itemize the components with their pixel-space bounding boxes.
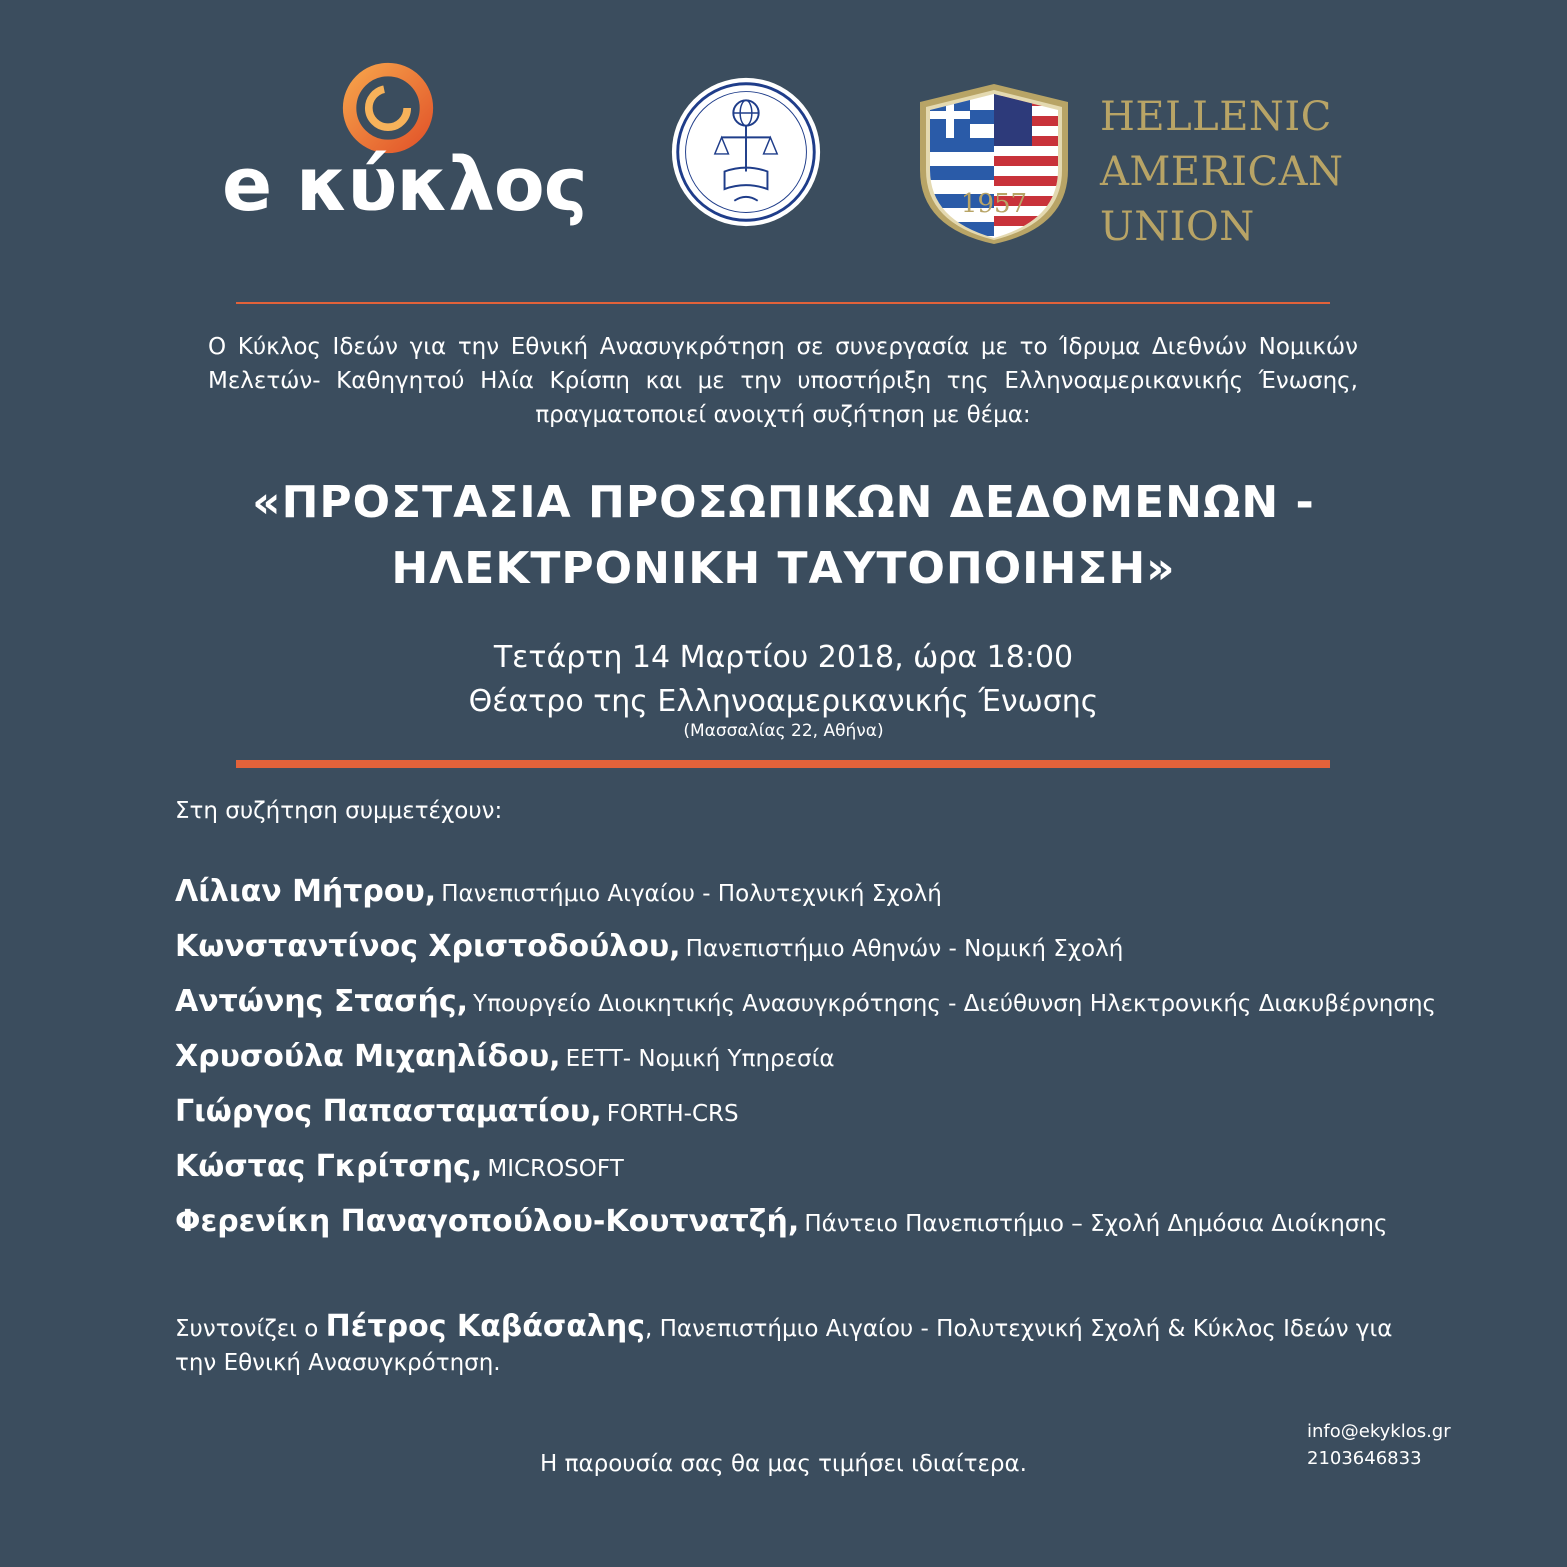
moderator-paragraph xyxy=(175,1310,1435,1380)
participant-affiliation: MICROSOFT xyxy=(487,1156,624,1182)
moderator-suffix: , Πανεπιστήμιο Αιγαίου - Πολυτεχνική Σχολή & Κύκλος Ιδεών για την Εθνική Ανασυγκρότηση. xyxy=(175,1316,1393,1376)
event-address: (Μασσαλίας 22, Αθήνα) xyxy=(683,721,884,741)
event-title xyxy=(100,470,1467,602)
intro-paragraph: Ο Κύκλος Ιδεών για την Εθνική Ανασυγκρότηση σε συνεργασία με το Ίδρυμα Διεθνών Νομικών Μελετών- Καθηγητού Ηλία Κρίσπη και με την υποστήριξη της Ελληνοαμερικανικής Ένωσης, πραγματοποιεί ανοιχτή συζήτηση με θέμα: xyxy=(208,334,1358,428)
contact-block xyxy=(1307,1418,1451,1472)
hellenic-american-union-wordmark xyxy=(1100,90,1343,255)
participant-name: Γιώργος Παπασταματίου, xyxy=(175,1094,602,1129)
event-title-line-1: «ΠΡΟΣΤΑΣΙΑ ΠΡΟΣΩΠΙΚΩΝ ΔΕΔΟΜΕΝΩΝ - xyxy=(252,477,1315,528)
participant-name: Φερενίκη Παναγοπούλου-Κουτνατζή, xyxy=(175,1204,800,1239)
greek-us-flag-shield-icon xyxy=(914,82,1074,244)
hau-line-2: AMERICAN xyxy=(1100,149,1344,195)
participant-name: Κωνσταντίνος Χριστοδούλου, xyxy=(175,929,681,964)
divider-main xyxy=(236,760,1330,768)
participant-row xyxy=(175,1200,1505,1255)
globe-scales-seal-icon xyxy=(668,74,824,230)
contact-phone: 2103646833 xyxy=(1307,1448,1422,1469)
participant-affiliation: ΕΕΤΤ- Νομική Υπηρεσία xyxy=(565,1046,835,1072)
participant-affiliation: Πανεπιστήμιο Αιγαίου - Πολυτεχνική Σχολή xyxy=(441,881,942,907)
participant-row xyxy=(175,1090,1505,1145)
participants-heading: Στη συζήτηση συμμετέχουν: xyxy=(175,798,503,824)
ekyklos-logo-text: e κύκλος xyxy=(222,142,587,228)
participant-affiliation: FORTH-CRS xyxy=(606,1101,739,1127)
participant-name: Αντώνης Στασής, xyxy=(175,984,469,1019)
participant-name: Κώστας Γκρίτσης, xyxy=(175,1149,483,1184)
participant-affiliation: Υπουργείο Διοικητικής Ανασυγκρότησης - Διεύθυνση Ηλεκτρονικής Διακυβέρνησης xyxy=(473,991,1437,1017)
participant-row xyxy=(175,980,1505,1035)
participant-name: Λίλιαν Μήτρου, xyxy=(175,874,437,909)
participant-affiliation: Πάντειο Πανεπιστήμιο – Σχολή Δημόσια Διοίκησης xyxy=(804,1211,1388,1237)
participant-affiliation: Πανεπιστήμιο Αθηνών - Νομική Σχολή xyxy=(685,936,1124,962)
event-title-line-2: ΗΛΕΚΤΡΟΝΙΚΗ ΤΑΥΤΟΠΟΙΗΣΗ» xyxy=(391,543,1176,594)
participant-row xyxy=(175,925,1505,980)
contact-email: info@ekyklos.gr xyxy=(1307,1421,1451,1442)
participant-name: Χρυσούλα Μιχαηλίδου, xyxy=(175,1039,561,1074)
hau-line-1: HELLENIC xyxy=(1100,94,1332,140)
participant-row xyxy=(175,870,1505,925)
event-datetime: Τετάρτη 14 Μαρτίου 2018, ώρα 18:00 xyxy=(493,640,1074,675)
hau-line-3: UNION xyxy=(1100,204,1255,250)
closing-note: Η παρουσία σας θα μας τιμήσει ιδιαίτερα. xyxy=(540,1451,1027,1477)
divider-top xyxy=(236,302,1330,304)
event-venue: Θέατρο της Ελληνοαμερικανικής Ένωσης xyxy=(468,684,1099,719)
participant-row xyxy=(175,1145,1505,1200)
moderator-name: Πέτρος Καβάσαλης xyxy=(325,1309,645,1344)
participants-list xyxy=(175,870,1505,1255)
participant-row xyxy=(175,1035,1505,1090)
shield-year: 1957 xyxy=(960,189,1028,219)
moderator-prefix: Συντονίζει ο xyxy=(175,1316,326,1342)
